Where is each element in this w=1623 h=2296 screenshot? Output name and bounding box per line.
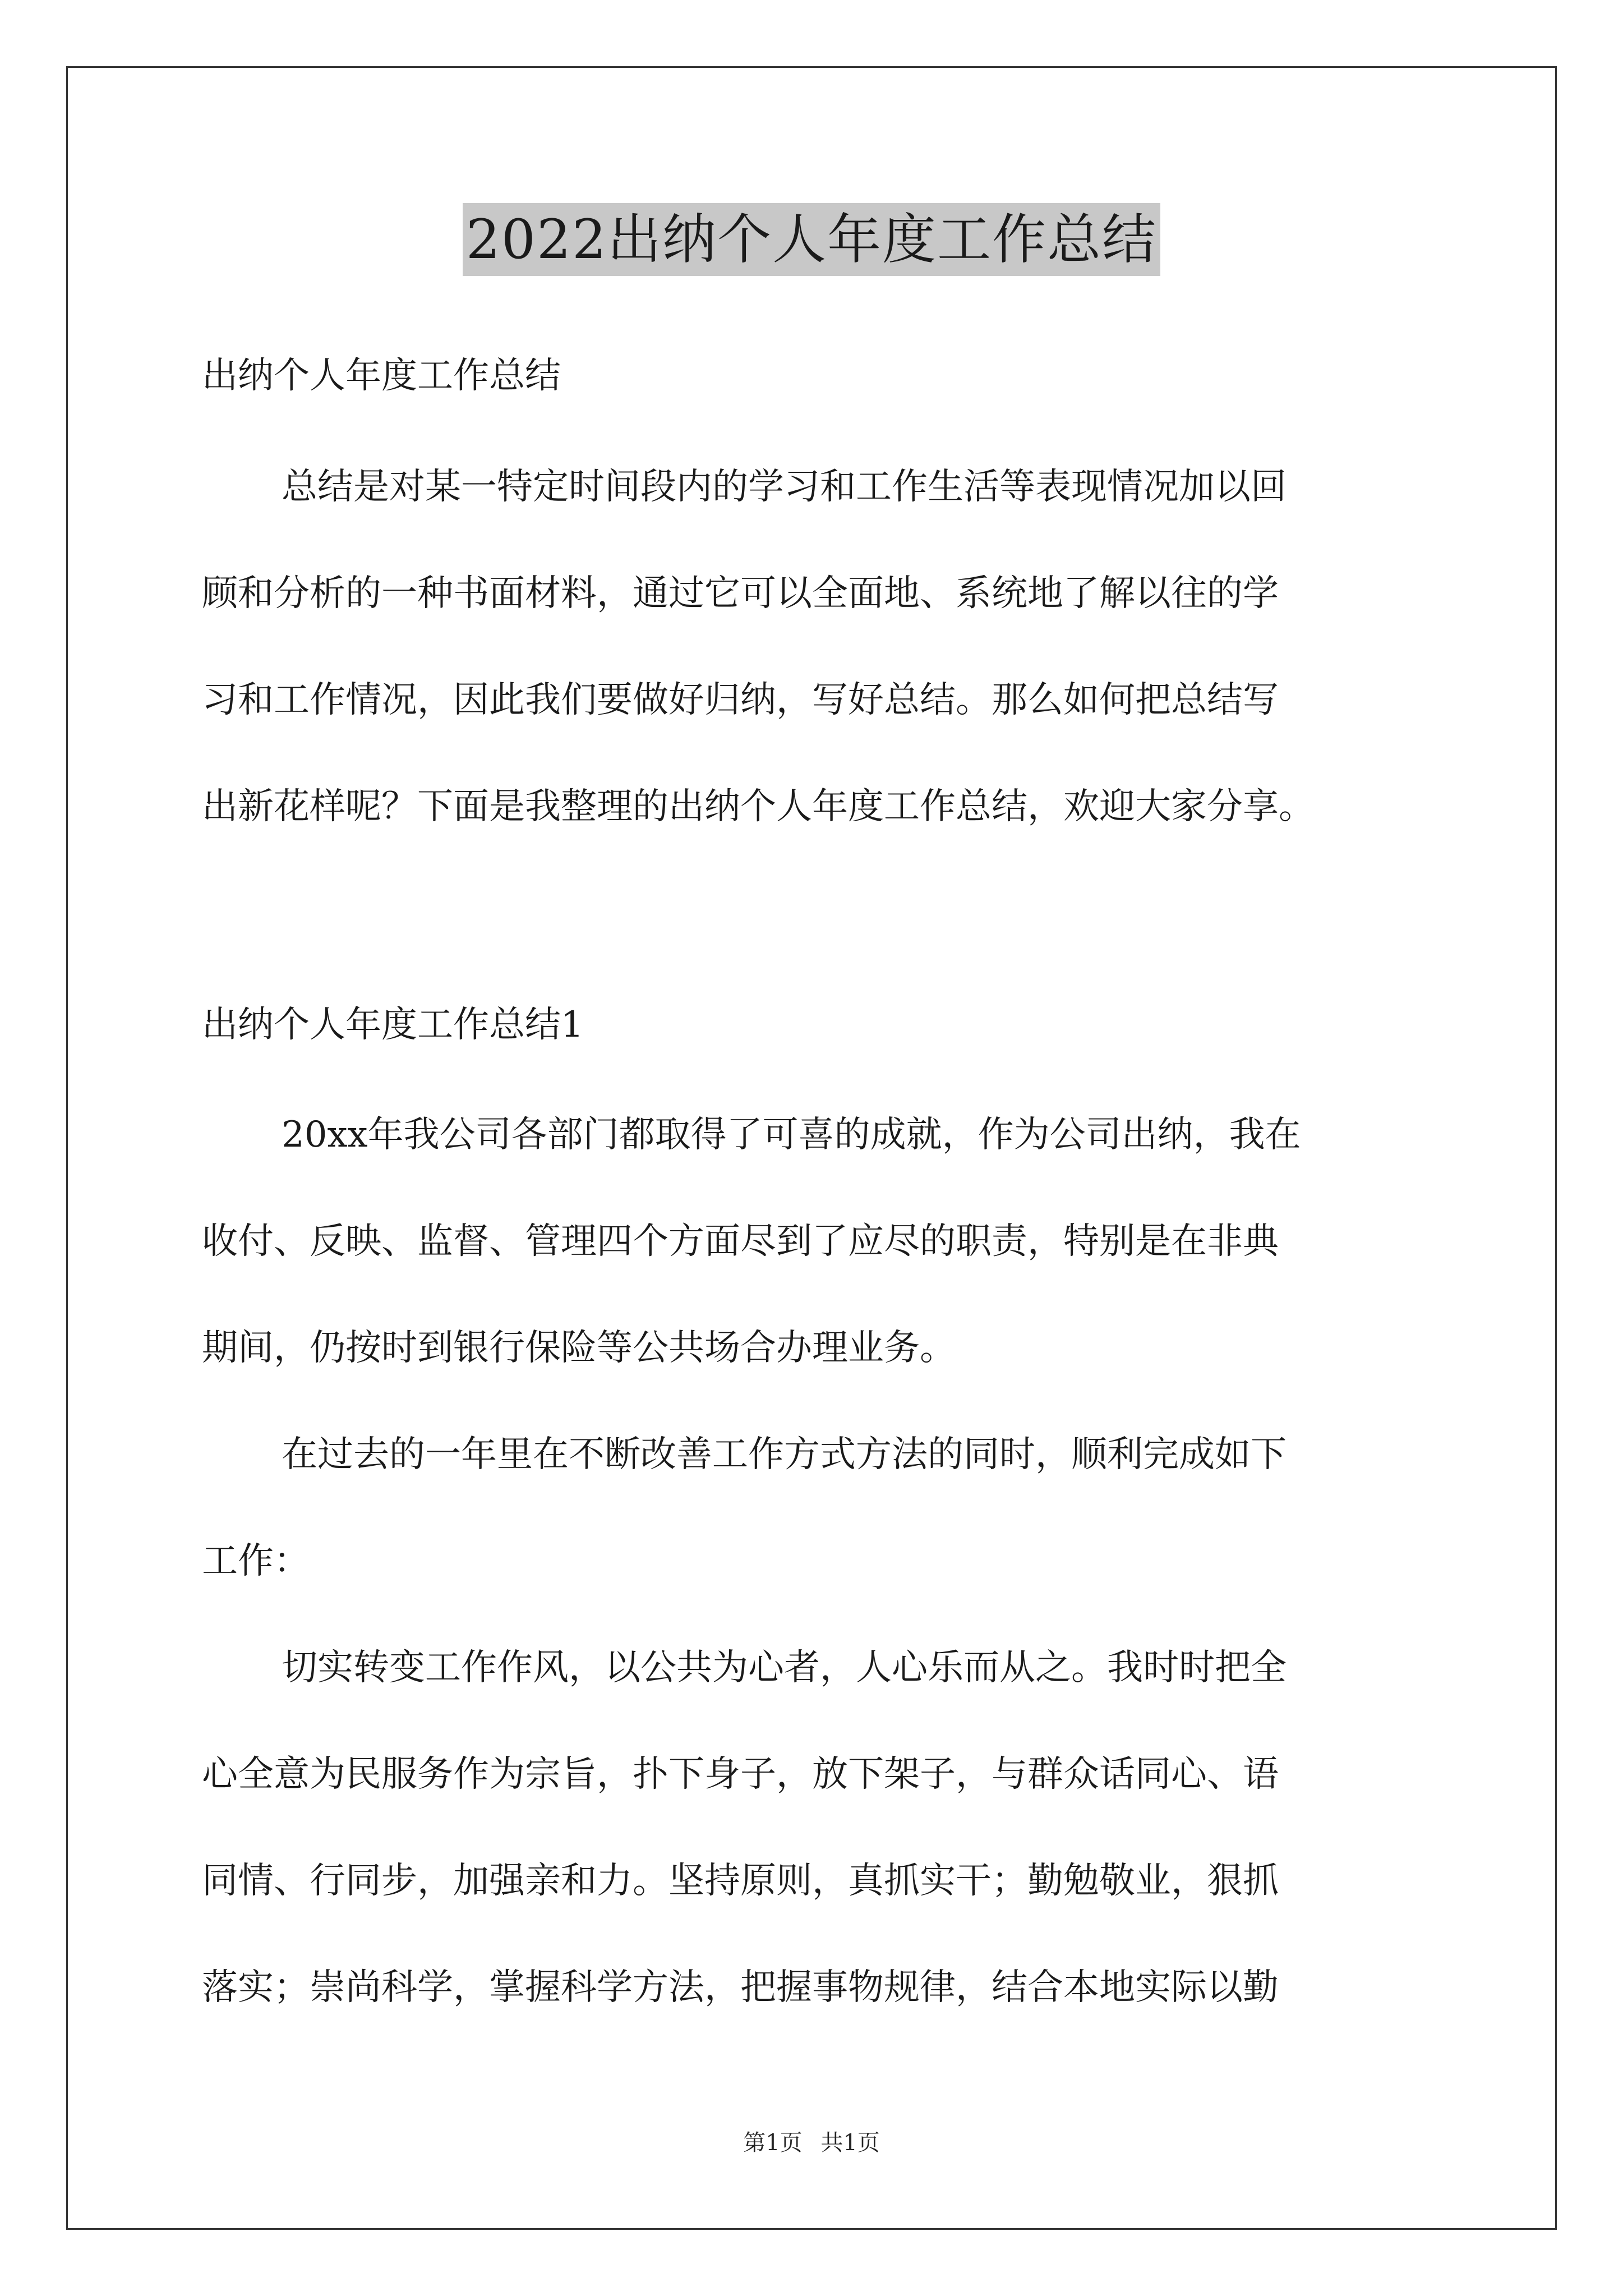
- title-container: [0, 203, 1623, 276]
- paragraph-line: 同情、行同步，加强亲和力。坚持原则，真抓实干；勤勉敬业，狠抓: [202, 1860, 1279, 1902]
- section-heading: 出纳个人年度工作总结1: [202, 1004, 584, 1046]
- page-total: 共1页: [820, 2130, 880, 2156]
- paragraph-line: 切实转变工作作风，以公共为心者，人心乐而从之。我时时把全: [282, 1647, 1287, 1688]
- paragraph-line: 在过去的一年里在不断改善工作方式方法的同时，顺利完成如下: [282, 1434, 1287, 1475]
- document-title: 2022出纳个人年度工作总结: [463, 203, 1160, 276]
- paragraph-line: 总结是对某一特定时间段内的学习和工作生活等表现情况加以回: [282, 466, 1287, 508]
- paragraph-line: 收付、反映、监督、管理四个方面尽到了应尽的职责，特别是在非典: [202, 1221, 1279, 1262]
- paragraph-line: 期间，仍按时到银行保险等公共场合办理业务。: [202, 1327, 956, 1369]
- subtitle: 出纳个人年度工作总结: [202, 355, 561, 397]
- paragraph-line: 20xx年我公司各部门都取得了可喜的成就，作为公司出纳，我在: [282, 1114, 1301, 1156]
- page-footer: [0, 2129, 1623, 2157]
- paragraph-line: 落实；崇尚科学，掌握科学方法，把握事物规律，结合本地实际以勤: [202, 1967, 1279, 2008]
- paragraph-line: 顾和分析的一种书面材料，通过它可以全面地、系统地了解以往的学: [202, 573, 1279, 614]
- paragraph-line: 工作：: [202, 1540, 310, 1582]
- page-number: 第1页: [743, 2130, 803, 2156]
- paragraph-line: 心全意为民服务作为宗旨，扑下身子，放下架子，与群众话同心、语: [202, 1754, 1279, 1795]
- paragraph-line: 出新花样呢？下面是我整理的出纳个人年度工作总结，欢迎大家分享。: [202, 786, 1315, 827]
- paragraph-line: 习和工作情况，因此我们要做好归纳，写好总结。那么如何把总结写: [202, 679, 1279, 721]
